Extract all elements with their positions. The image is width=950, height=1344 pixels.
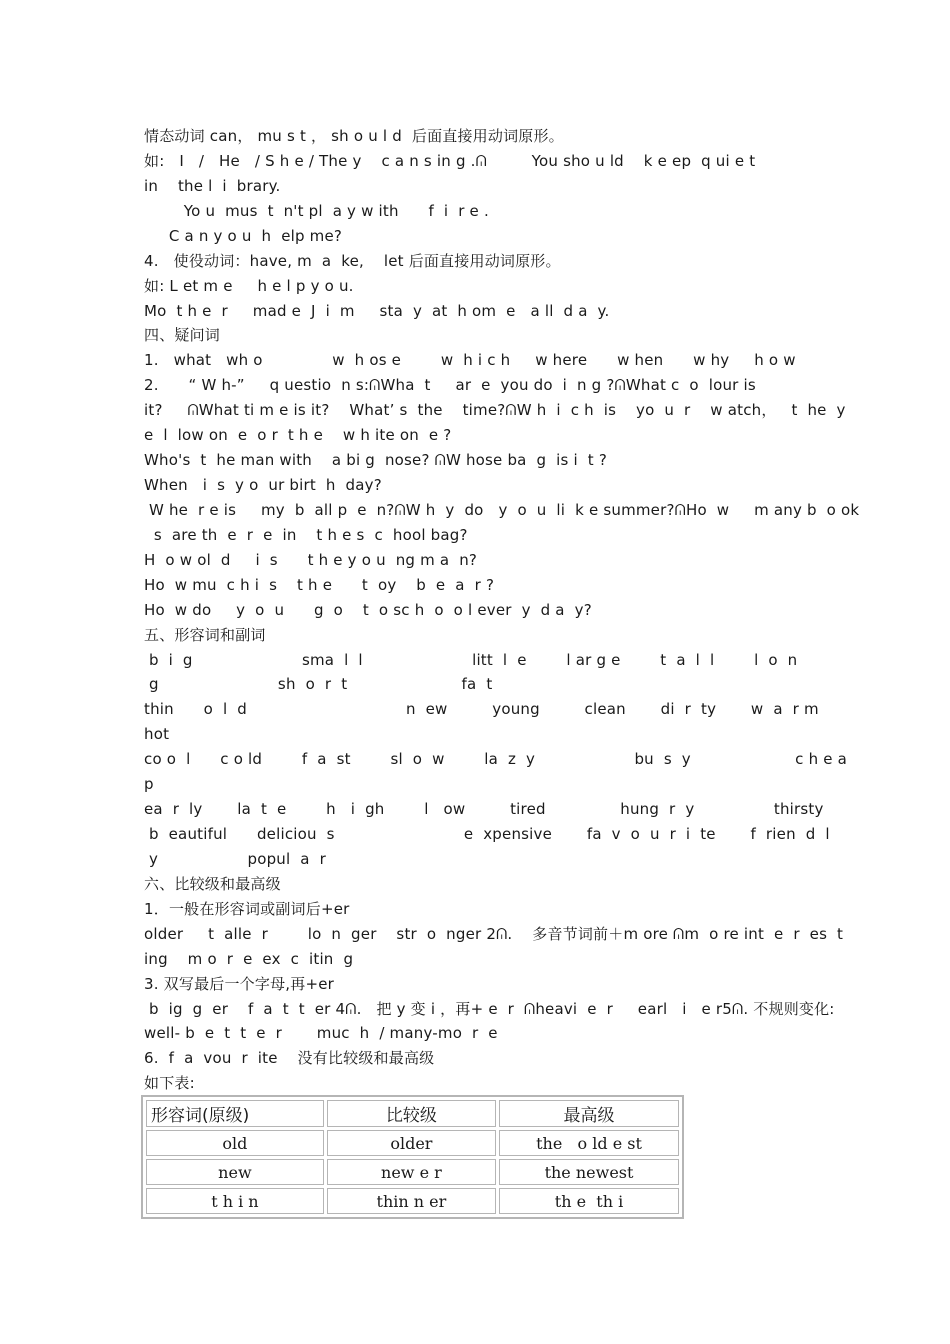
text-line: thin o l d n ew young clean di r ty w a r m (144, 700, 819, 718)
text-line: it? ᕬWhat ti m e is it? What’ s the time?ᕬW h i c h is yo u r w atch， t he y (144, 401, 846, 419)
text-line: g sh o r t fa t (144, 675, 493, 693)
text-line: C a n y o u h elp me? (144, 227, 343, 245)
text-line: When i s y o ur birt h day? (144, 476, 382, 494)
text-line: b eautiful deliciou s e xpensive fa v o u r i te f rien d l (144, 825, 830, 843)
text-line: y popul a r (144, 850, 326, 868)
table-header-row (146, 1100, 679, 1127)
text-line: co o l c o ld f a st sl o w la z y bu s y c h e a (144, 750, 848, 768)
cell-comparative: thin n er (327, 1188, 496, 1214)
cell-comparative: new e r (327, 1159, 496, 1185)
header-comparative: 比较级 (327, 1100, 496, 1127)
text-line: 情态动词 can， mu s t ， sh o u l d 后面直接用动词原形。 (144, 127, 564, 145)
text-line: 2. “ W h-” q uestio n s:ᕬWha t ar e you do i n g ?ᕬWhat c o lour is (144, 376, 756, 394)
text-line: ea r ly la t e h i gh l ow tired hung r y thirsty (144, 800, 824, 818)
cell-positive: new (146, 1159, 324, 1185)
text-line: Mo t h e r mad e J i m sta y at h om e a ll d a y. (144, 302, 610, 320)
text-line: 如下表: (144, 1074, 195, 1092)
text-line: well- b e t t e r muc h / many-mo r e (144, 1024, 498, 1042)
header-superlative: 最高级 (499, 1100, 679, 1127)
cell-superlative: the o ld e st (499, 1130, 679, 1156)
text-line: W he r e is my b all p e n?ᕬW h y do y o u li k e summer?ᕬHo w m any b o ok (144, 501, 860, 519)
text-line: Who's t he man with a bi g nose? ᕬW hose ba g is i t ? (144, 451, 608, 469)
text-line: e l low on e o r t h e w h ite on e ? (144, 426, 452, 444)
text-line: H o w ol d i s t h e y o u ng m a n? (144, 551, 478, 569)
text-line: 1. what wh o w h os e w h i c h w here w hen w hy h o w (144, 351, 796, 369)
header-positive: 形容词(原级) (146, 1100, 324, 1127)
text-line: Yo u mus t n't pl a y w ith f i r e . (144, 202, 489, 220)
text-line: 四、疑问词 (144, 326, 221, 344)
text-line: p (144, 775, 154, 793)
text-line: 五、形容词和副词 (144, 626, 266, 644)
text-line: Ho w mu c h i s t h e t oy b e a r ? (144, 576, 495, 594)
text-line: older t alle r lo n ger str o nger 2ᕬ. 多音节词前＋m ore ᕬm o re int e r es t (144, 925, 844, 943)
cell-comparative: older (327, 1130, 496, 1156)
text-line: 6. f a vou r ite 没有比较级和最高级 (144, 1049, 435, 1067)
text-line: 1．一般在形容词或副词后+er (144, 900, 350, 918)
table-row (146, 1159, 679, 1185)
text-line: b ig g er f a t t er 4ᕬ. 把 y 变 i ，再+ e r ᕬheavi e r earl i e r5ᕬ. 不规则变化: (144, 1000, 835, 1018)
table-row (146, 1130, 679, 1156)
text-line: hot (144, 725, 170, 743)
comparison-table (141, 1095, 684, 1219)
cell-superlative: th e th i (499, 1188, 679, 1214)
cell-positive: old (146, 1130, 324, 1156)
text-line: b i g sma l l litt l e l ar g e t a l l l o n (144, 651, 798, 669)
cell-positive: t h i n (146, 1188, 324, 1214)
text-line: 如: I / He / S h e / The y c a n s in g .ᕬ You sho u ld k e ep q ui e t (144, 152, 756, 170)
text-line: 如: L et m e h e l p y o u. (144, 277, 354, 295)
text-line: in the l i brary. (144, 177, 281, 195)
text-line: Ho w do y o u g o t o sc h o o l ever y d a y? (144, 601, 592, 619)
text-line: 六、比较级和最高级 (144, 875, 281, 893)
text-line: s are th e r e in t h e s c hool bag? (144, 526, 468, 544)
text-line: 3. 双写最后一个字母,再+er (144, 975, 335, 993)
text-line: 4. 使役动词：have, m a ke, let 后面直接用动词原形。 (144, 252, 561, 270)
table-row (146, 1188, 679, 1214)
cell-superlative: the newest (499, 1159, 679, 1185)
text-line: ing m o r e ex c itin g (144, 950, 354, 968)
